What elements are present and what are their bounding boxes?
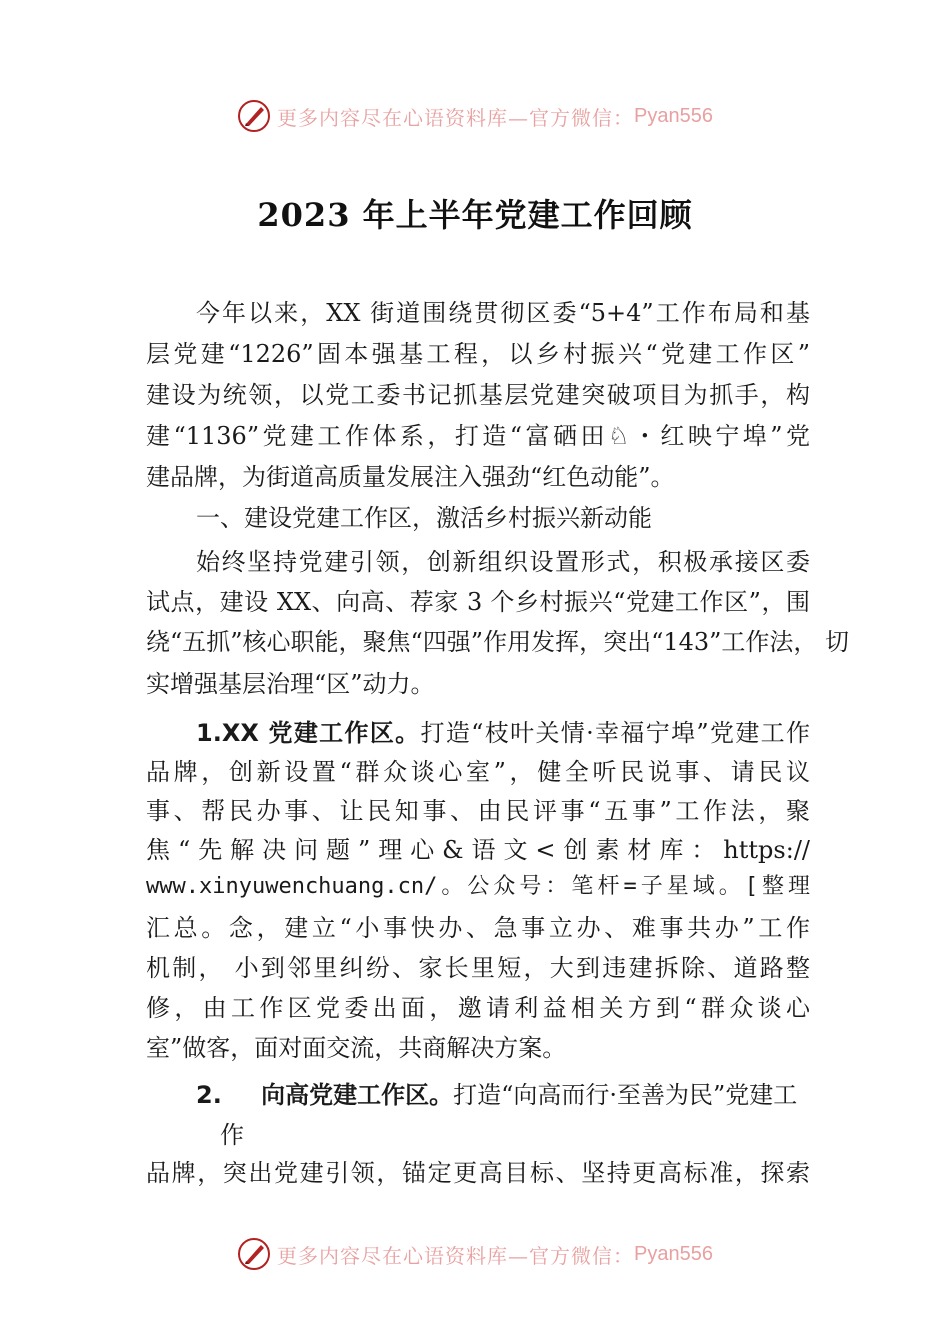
item1-line: www.xinyuwenchuang.cn/。公众号：笔杆=子星域。[整理 (146, 874, 810, 899)
item1-line: 汇总。念，建立“小事快办、急事立办、难事共办”工作 (146, 914, 810, 942)
item2-line: 品牌，突出党建引领，锚定更高目标、坚持更高标准，探索 (146, 1159, 810, 1187)
item2-number: 2. (196, 1081, 222, 1109)
item1-heading: 1.XX 党建工作区。 (196, 719, 421, 747)
item2-first-line (196, 1075, 810, 1110)
paragraph-line: 绕“五抓”核心职能，聚焦“四强”作用发挥，突出“143”工作法， 切 (146, 628, 850, 656)
feather-pen-logo-icon (237, 99, 271, 133)
item1-line: 机制， 小到邻里纠纷、家长里短，大到违建拆除、道路整 (146, 954, 810, 982)
paragraph-line: 建品牌，为街道高质量发展注入强劲“红色动能”。 (146, 463, 675, 491)
paragraph-line: 试点，建设 XX、向高、荐家 3 个乡村振兴“党建工作区”，围 (146, 588, 810, 616)
paragraph-line: 今年以来，XX 街道围绕贯彻区委“5+4”工作布局和基 (196, 299, 810, 327)
paragraph-line: 建“1136”党建工作体系，打造“富硒田♘・红映宁埠”党 (146, 422, 810, 450)
item1-line: 修，由工作区党委出面，邀请利益相关方到“群众谈心 (146, 994, 810, 1022)
item1-first-line (196, 713, 810, 748)
watermark-text: 更多内容尽在心语资料库—官方微信： (277, 105, 635, 130)
item2-wrap: 作 (220, 1121, 244, 1149)
header-watermark (0, 96, 950, 136)
section-heading: 一、建设党建工作区，激活乡村振兴新动能 (196, 504, 652, 532)
item1-line: 焦“先解决问题”理心&语文<创素材库：https:// (146, 836, 810, 864)
watermark-wechat-id: Pyan556 (634, 1242, 713, 1265)
paragraph-line: 始终坚持党建引领，创新组织设置形式，积极承接区委 (196, 548, 810, 576)
paragraph-line: 层党建“1226”固本强基工程，以乡村振兴“党建工作区” (146, 340, 810, 368)
item2-first-line-text: 打造“向高而行·至善为民”党建工 (453, 1081, 798, 1109)
item1-line: 事、帮民办事、让民知事、由民评事“五事”工作法，聚 (146, 797, 810, 825)
watermark-text: 更多内容尽在心语资料库—官方微信： (277, 1243, 635, 1268)
watermark-wechat-id: Pyan556 (634, 104, 713, 127)
footer-watermark (0, 1234, 950, 1274)
item1-first-line-text: 打造“枝叶关情·幸福宁埠”党建工作 (420, 719, 810, 747)
paragraph-line: 实增强基层治理“区”动力。 (146, 670, 435, 698)
item1-line: 室”做客，面对面交流，共商解决方案。 (146, 1034, 567, 1062)
feather-pen-logo-icon (237, 1237, 271, 1271)
item1-line: 品牌，创新设置“群众谈心室”，健全听民说事、请民议 (146, 758, 810, 786)
document-title: 2023 年上半年党建工作回顾 (257, 196, 693, 234)
paragraph-line: 建设为统领，以党工委书记抓基层党建突破项目为抓手，构 (146, 381, 810, 409)
item2-heading: 向高党建工作区。 (261, 1081, 454, 1109)
